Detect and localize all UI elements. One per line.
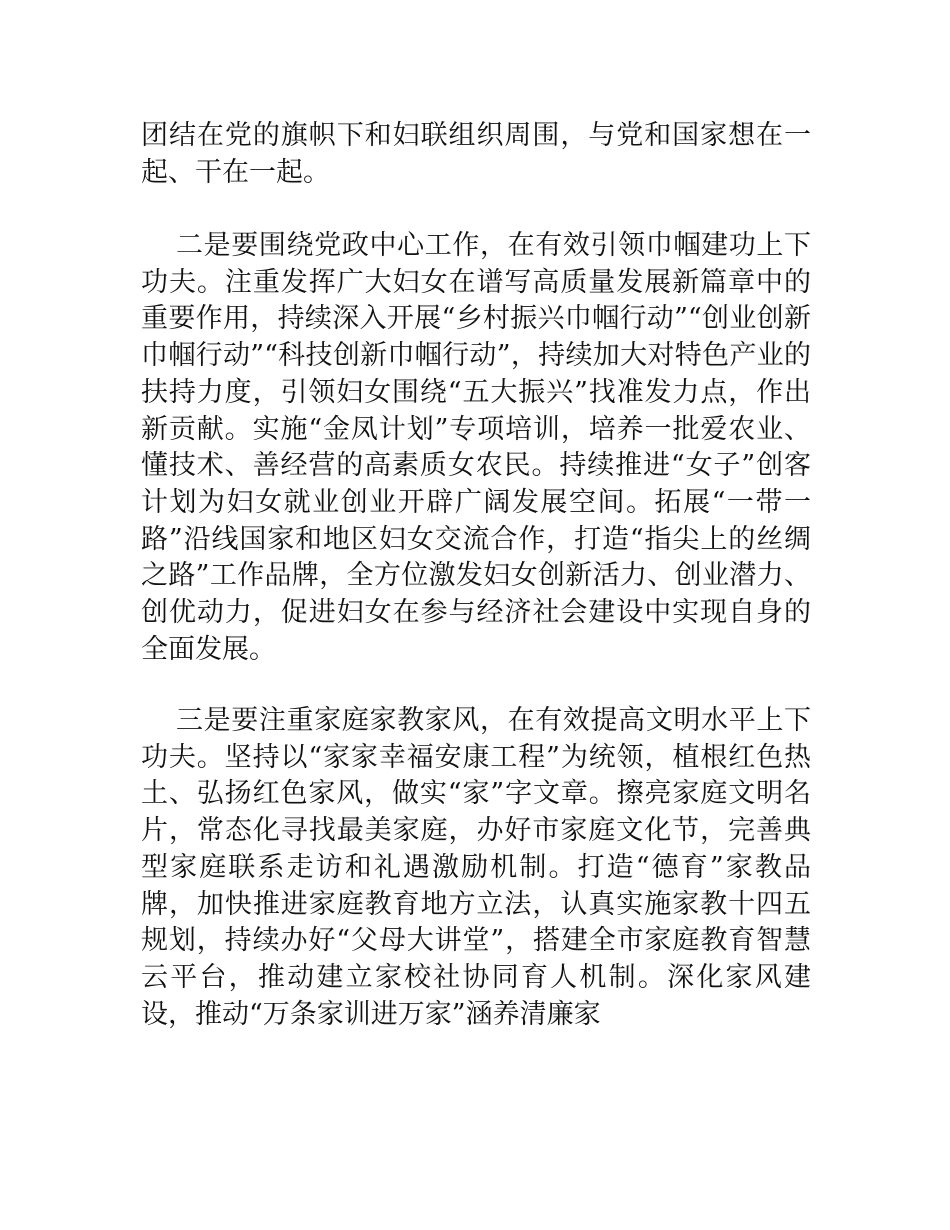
paragraph-continuation: 团结在党的旗帜下和妇联组织周围，与党和国家想在一起、干在一起。	[141, 120, 811, 188]
paragraph-point-three: 三是要注重家庭家教家风，在有效提高文明水平上下功夫。坚持以“家家幸福安康工程”为统领，植根红色热土、弘扬红色家风，做实“家”字文章。擦亮家庭文明名片，常态化寻找最美家庭，办好市家庭文化节，完善典型家庭联系走访和礼遇激励机制。打造“德育”家教品牌，加快推进家庭教育地方立法，认真实施家教十四五规划，持续办好“父母大讲堂”，搭建全市家庭教育智慧云平台，推动建立家校社协同育人机制。深化家风建设，推动“万条家训进万家”涵养清廉家	[141, 705, 811, 1030]
paragraph-point-two: 二是要围绕党政中心工作，在有效引领巾帼建功上下功夫。注重发挥广大妇女在谱写高质量发展新篇章中的重要作用，持续深入开展“乡村振兴巾帼行动”“创业创新巾帼行动”“科技创新巾帼行动”，持续加大对特色产业的扶持力度，引领妇女围绕“五大振兴”找准发力点，作出新贡献。实施“金凤计划”专项培训，培养一批爱农业、懂技术、善经营的高素质女农民。持续推进“女子”创客计划为妇女就业创业开辟广阔发展空间。拓展“一带一路”沿线国家和地区妇女交流合作，打造“指尖上的丝绸之路”工作品牌，全方位激发妇女创新活力、创业潜力、创优动力，促进妇女在参与经济社会建设中实现自身的全面发展。	[141, 230, 811, 665]
